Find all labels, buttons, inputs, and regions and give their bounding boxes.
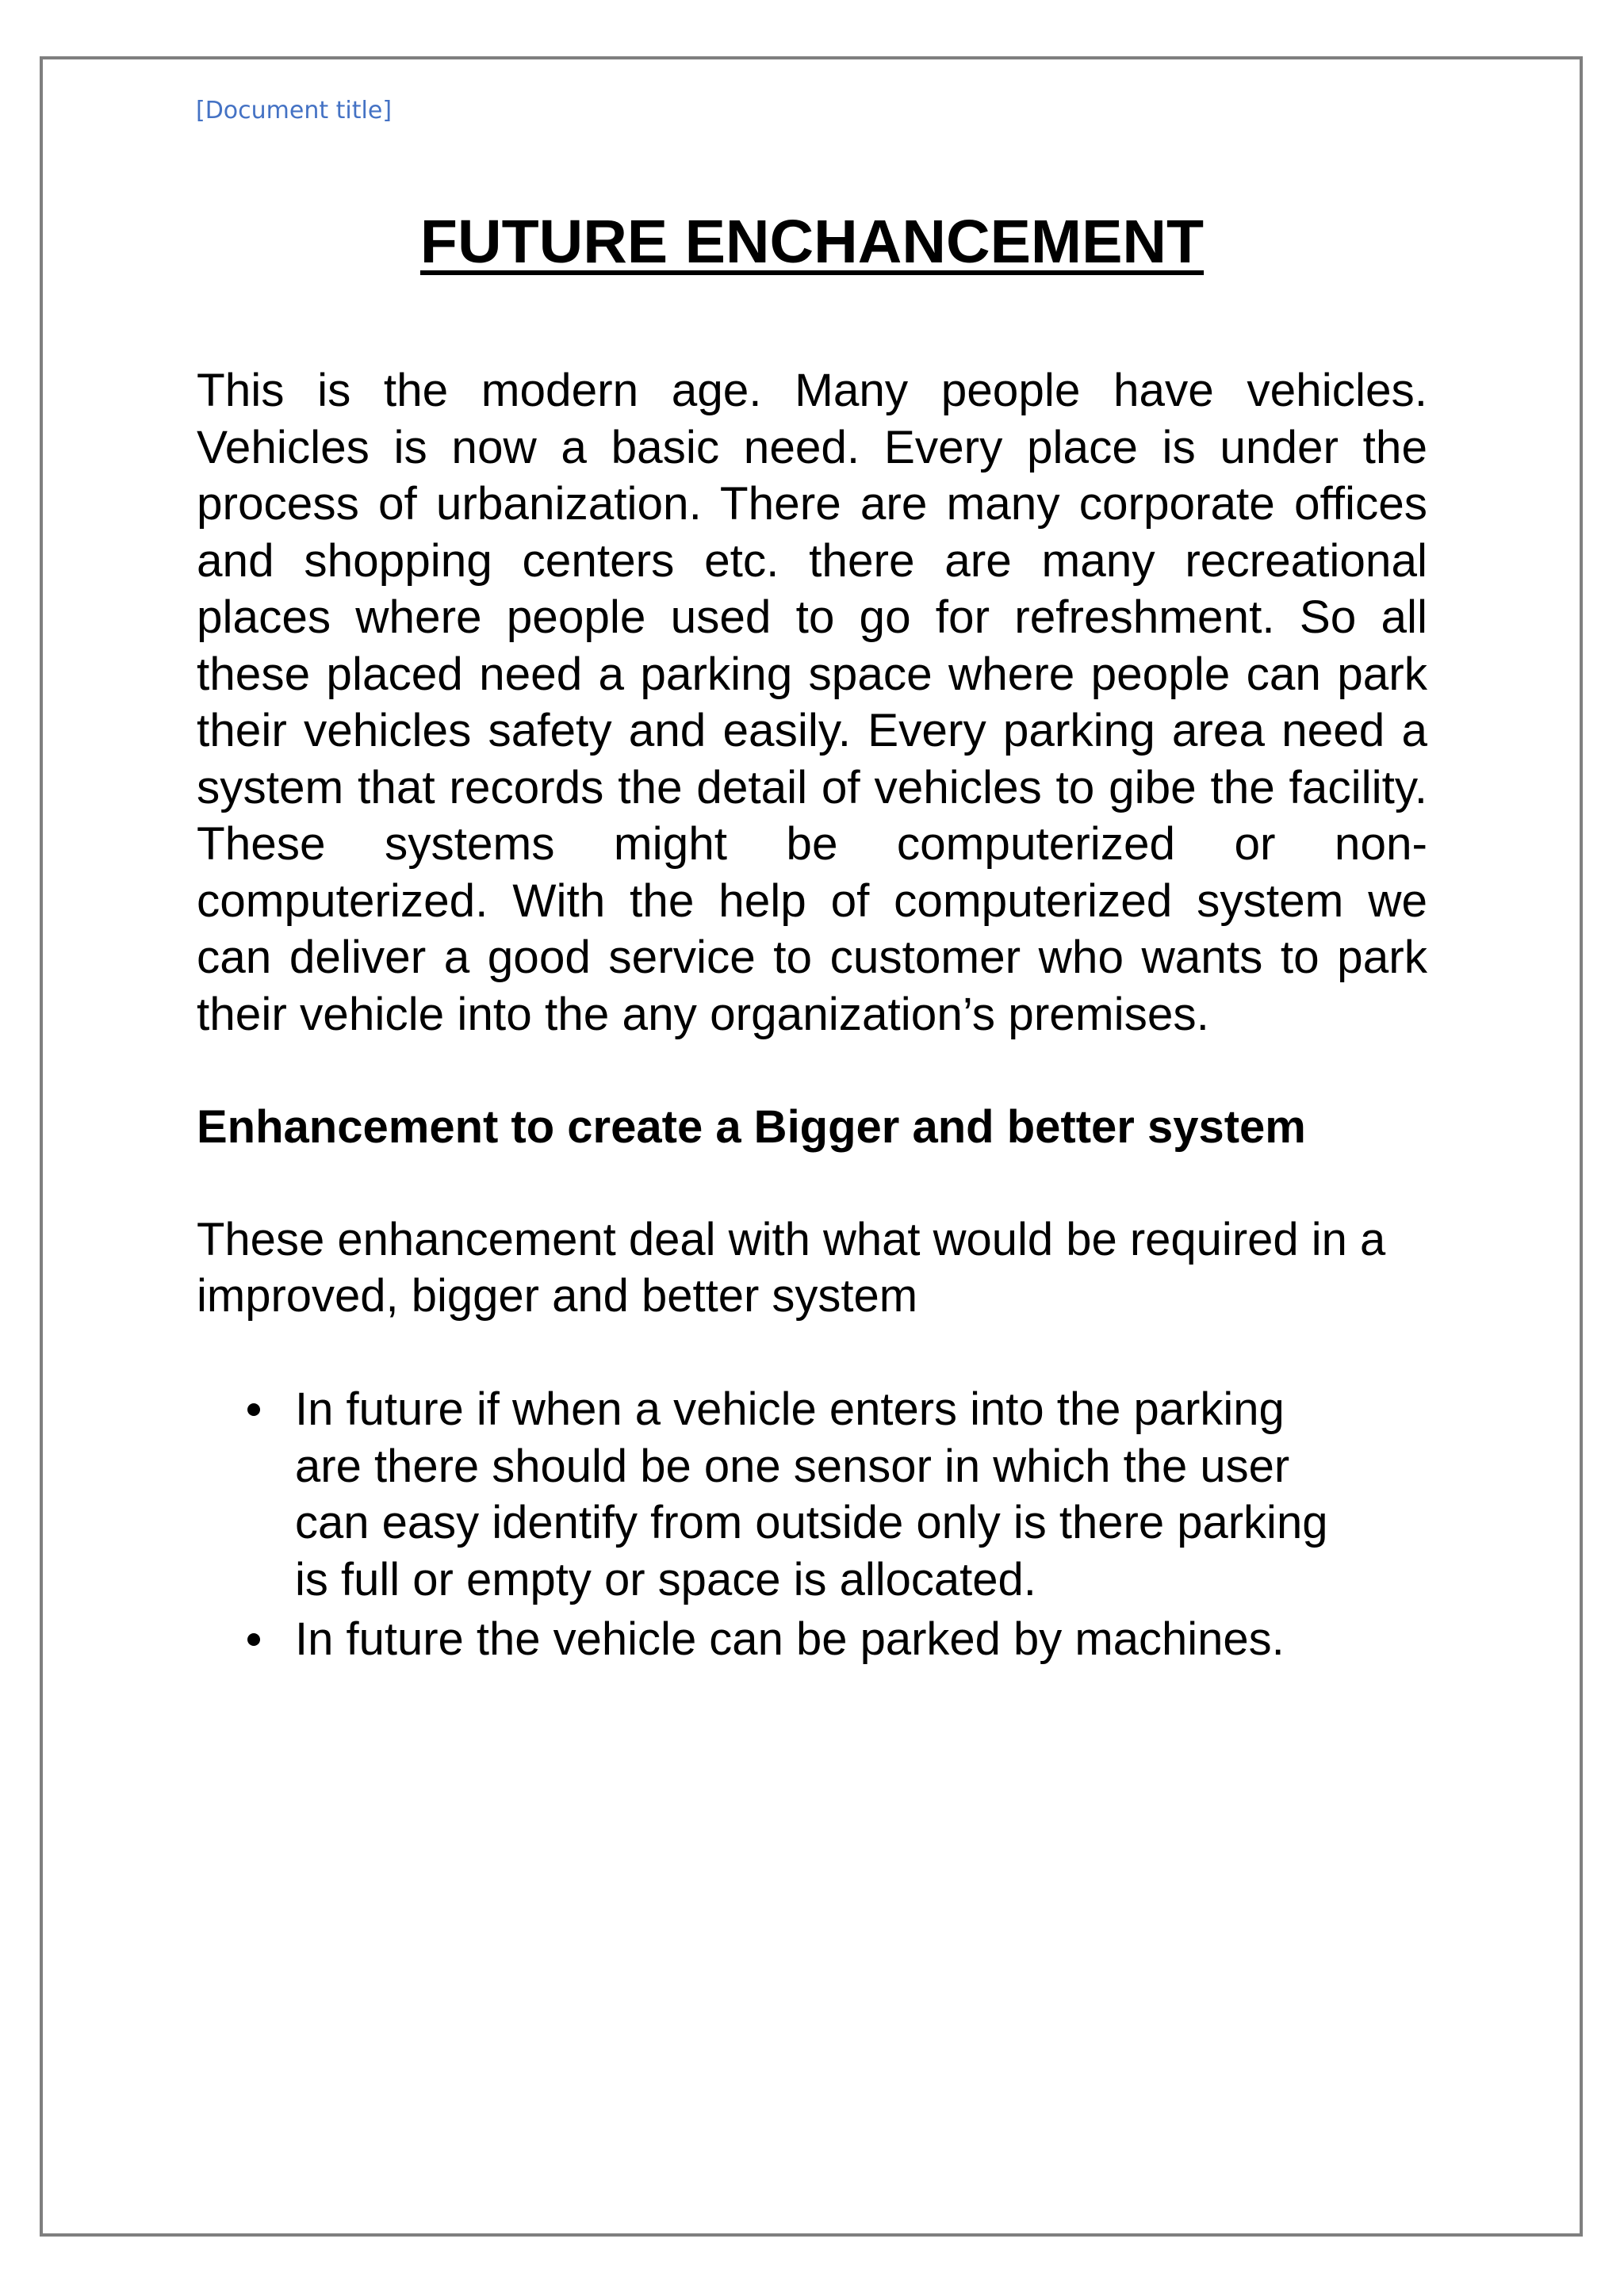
list-item-text: In future the vehicle can be parked by machines. — [295, 1613, 1285, 1665]
page-title: FUTURE ENCHANCEMENT — [419, 208, 1205, 276]
list-item — [197, 1611, 1358, 1668]
bullet-icon — [247, 1403, 260, 1416]
list-item — [197, 1381, 1358, 1608]
bullet-icon — [247, 1633, 260, 1646]
list-item-text: In future if when a vehicle enters into the parking are there should be one sensor in which the user can easy identify from outside only is there parking is full or empty or space is allocated. — [295, 1383, 1328, 1605]
intro-paragraph: This is the modern age. Many people have vehicles. Vehicles is now a basic need. Every place is under the process of urbanization. There are many corporate offices and shopping centers etc. there are many recreational places where people used to go for refreshment. So all these placed need a parking space where people can park their vehicles safety and easily. Every parking area need a system that records the detail of vehicles to gibe the facility. These systems might be computerized or non-computerized. With the help of computerized system we can deliver a good service to customer who wants to park their vehicle into the any organization’s premises. — [197, 365, 1427, 1040]
enhancement-list — [197, 1381, 1427, 1668]
section-paragraph: These enhancement deal with what would be required in a improved, bigger and better system — [197, 1214, 1386, 1322]
document-title-placeholder: [Document title] — [196, 97, 393, 124]
document-body — [197, 198, 1427, 1671]
section-heading: Enhancement to create a Bigger and better system — [197, 1101, 1306, 1153]
